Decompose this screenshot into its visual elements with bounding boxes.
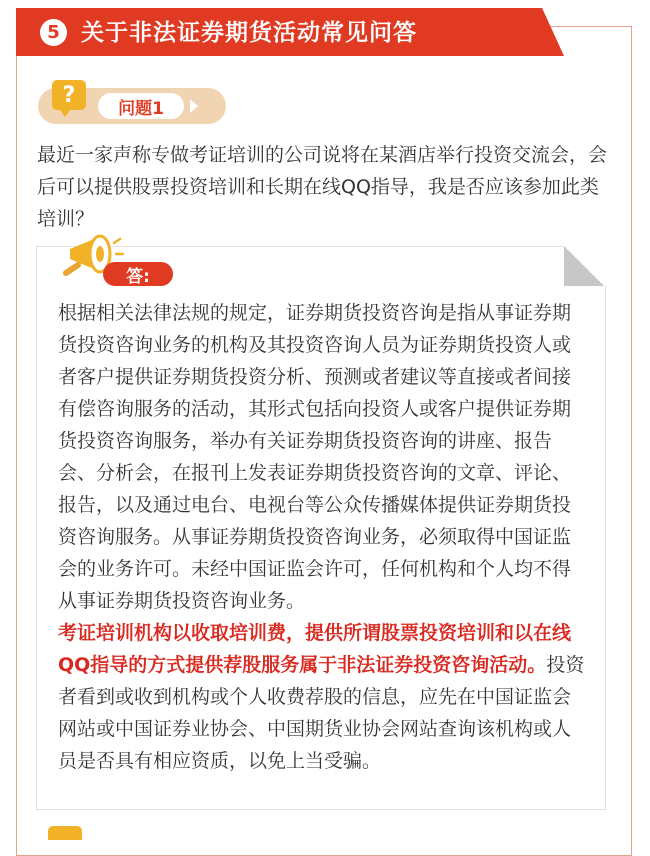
answer-label: 答: — [103, 262, 173, 286]
next-question-icon — [48, 826, 82, 840]
answer-highlight-text: 考证培训机构以收取培训费，提供所谓股票投资培训和以在线QQ指导的方式提供荐股服务属于非法证券投资咨询活动。 — [58, 622, 572, 676]
question-label: 问题1 — [98, 93, 184, 119]
answer-advice-text: 投资者看到或收到机构或个人收费荐股的信息，应先在中国证监会网站或中国证券业协会、中国期货业协会网站查询该机构或人员是否具有相应资质，以免上当受骗。 — [58, 654, 585, 772]
page-fold-corner — [564, 246, 604, 286]
chevron-right-icon — [190, 99, 198, 113]
question-text: 最近一家声称专做考证培训的公司说将在某酒店举行投资交流会，会后可以提供股票投资培训和长期在线QQ指导，我是否应该参加此类培训？ — [37, 144, 608, 230]
answer-body-paragraph: 根据相关法律法规的规定，证券期货投资咨询是指从事证券期货投资咨询业务的机构及其投资咨询人员为证券期货投资人或者客户提供证券期货投资分析、预测或者建议等直接或者间接有偿咨询服务的活动，其形式包括向投资人或客户提供证券期货投资咨询服务，举办有关证券期货投资咨询的讲座、报告会、分析会，在报刊上发表证券期货投资咨询的文章、评论、报告，以及通过电台、电视台等公众传播媒体提供证券期货投资咨询服务。从事证券期货投资咨询业务，必须取得中国证监会的业务许可。未经中国证监会许可，任何机构和个人均不得从事证券期货投资咨询业务。 — [58, 302, 572, 612]
section-title: 关于非法证券期货活动常见问答 — [81, 20, 417, 46]
answer-text — [58, 297, 586, 777]
question-mark-icon: ? — [52, 80, 86, 110]
section-number-badge: 5 — [40, 19, 67, 46]
